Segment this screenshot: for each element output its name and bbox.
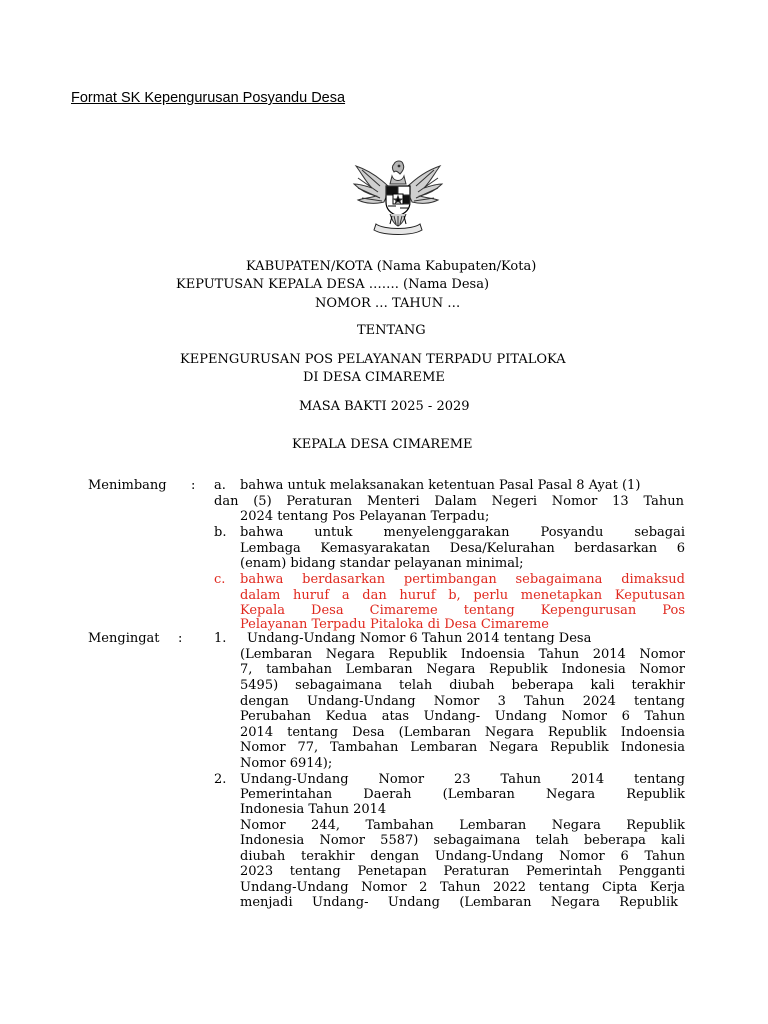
menimbang-item-b-line: Lembaga Kemasyarakatan Desa/Kelurahan berdasarkan 6 [240,541,685,556]
mengingat-item-2-line: diubah terakhir dengan Undang-Undang Nomor 6 Tahun [240,849,685,864]
mengingat-item-2-line: Nomor 244, Tambahan Lembaran Negara Republik [240,818,685,833]
menimbang-item-a-line: bahwa untuk melaksanakan ketentuan Pasal Pasal 8 Ayat (1) [240,478,641,493]
mengingat-item-1-marker: 1. [214,631,227,646]
mengingat-item-2-line: 2023 tentang Penetapan Peraturan Pemerintah Pengganti [240,864,685,879]
header-period: MASA BAKTI 2025 - 2029 [299,399,470,414]
menimbang-colon: : [191,478,196,493]
format-title: Format SK Kepengurusan Posyandu Desa [71,90,346,106]
menimbang-item-a-marker: a. [214,478,226,493]
mengingat-item-1-line: Perubahan Kedua atas Undang- Undang Nomor 6 Tahun [240,709,685,724]
menimbang-item-c-line: dalam huruf a dan huruf b, perlu menetapkan Keputusan [240,588,685,603]
mengingat-item-2-line: menjadi Undang- Undang (Lembaran Negara Republik [240,895,678,910]
mengingat-item-1-line: 2014 tentang Desa (Lembaran Negara Republik Indoensia [240,725,685,740]
mengingat-item-1-line: 5495) sebagaimana telah diubah beberapa kali terakhir [240,678,685,693]
menimbang-item-c-line: bahwa berdasarkan pertimbangan sebagaimana dimaksud [240,572,685,587]
menimbang-item-a-line: dan (5) Peraturan Menteri Dalam Negeri Nomor 13 Tahun [214,494,684,509]
mengingat-item-2-marker: 2. [214,772,227,787]
menimbang-item-a-line: 2024 tentang Pos Pelayanan Terpadu; [240,509,490,524]
menimbang-label: Menimbang [88,478,167,493]
mengingat-item-2-line: Undang-Undang Nomor 2 Tahun 2022 tentang Cipta Kerja [240,880,685,895]
mengingat-item-1-line: dengan Undang-Undang Nomor 3 Tahun 2024 tentang [240,694,685,709]
mengingat-item-1-line: Nomor 77, Tambahan Lembaran Negara Republik Indonesia [240,740,685,755]
header-region: KABUPATEN/KOTA (Nama Kabupaten/Kota) [246,259,537,274]
garuda-emblem-icon [350,158,446,236]
header-decree-title: KEPUTUSAN KEPALA DESA ……. (Nama Desa) [176,277,490,292]
mengingat-item-2-line: Pemerintahan Daerah (Lembaran Negara Republik [240,787,685,802]
header-subject-line1: KEPENGURUSAN POS PELAYANAN TERPADU PITALOKA [180,352,566,367]
header-tentang: TENTANG [357,323,426,338]
mengingat-label: Mengingat [88,631,160,646]
menimbang-item-b-line: bahwa untuk menyelenggarakan Posyandu sebagai [240,525,685,540]
menimbang-item-c-marker: c. [214,572,226,587]
mengingat-item-2-line: Undang-Undang Nomor 23 Tahun 2014 tentang [240,772,685,787]
header-official: KEPALA DESA CIMAREME [292,437,473,452]
mengingat-item-1-line: 7, tambahan Lembaran Negara Republik Indonesia Nomor [240,662,685,677]
menimbang-item-b-line: (enam) bidang standar pelayanan minimal; [240,556,524,571]
mengingat-item-1-line: Undang-Undang Nomor 6 Tahun 2014 tentang Desa [247,631,592,646]
mengingat-item-1-line: Nomor 6914); [240,756,333,771]
menimbang-item-c-line: Pelayanan Terpadu Pitaloka di Desa Cimareme [240,617,549,632]
mengingat-colon: : [178,631,183,646]
mengingat-item-2-line: Indonesia Tahun 2014 [240,802,387,817]
header-subject-line2: DI DESA CIMAREME [303,370,445,385]
mengingat-item-1-line: (Lembaran Negara Republik Indoensia Tahun 2014 Nomor [240,647,685,662]
mengingat-item-2-line: Indonesia Nomor 5587) sebagaimana telah beberapa kali [240,833,685,848]
menimbang-item-b-marker: b. [214,525,227,540]
menimbang-item-c-line: Kepala Desa Cimareme tentang Kepengurusan Pos [240,603,685,618]
header-number: NOMOR … TAHUN … [315,296,461,311]
